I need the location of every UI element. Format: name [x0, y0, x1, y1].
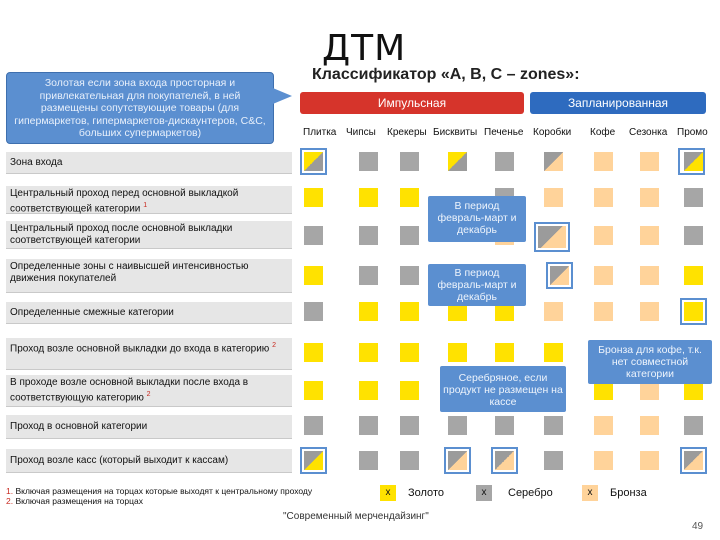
zone-cell: [400, 188, 419, 207]
column-header: Бисквиты: [433, 127, 478, 138]
footnote-marker: 1: [143, 201, 148, 209]
zone-cell: [359, 302, 378, 321]
zone-cell: [594, 302, 613, 321]
row-label: [6, 152, 292, 174]
footnote-2: [6, 496, 312, 506]
note-feb-mar-dec: В период февраль-март и декабрь: [428, 196, 526, 242]
zone-cell: [359, 266, 378, 285]
zone-cell: [400, 381, 419, 400]
row-label: [6, 221, 292, 249]
zone-cell: [684, 416, 703, 435]
zone-cell: [304, 302, 323, 321]
zone-cell: [640, 152, 659, 171]
zone-cell: [448, 343, 467, 362]
zone-cell: [544, 302, 563, 321]
zone-cell: [304, 266, 323, 285]
zone-cell: [304, 381, 323, 400]
zone-cell: [594, 416, 613, 435]
column-header: Крекеры: [387, 127, 427, 138]
zone-cell: [400, 343, 419, 362]
row-label-text: Проход возле касс (который выходит к кассам): [10, 455, 229, 466]
highlight-frame: [491, 447, 518, 474]
zone-cell: [359, 152, 378, 171]
zone-cell: [640, 416, 659, 435]
legend-label-gold: Золото: [408, 487, 444, 499]
group-header-planned: Запланированная: [530, 92, 706, 114]
column-header: Сезонка: [629, 127, 668, 138]
column-header: Чипсы: [346, 127, 376, 138]
highlight-frame: [534, 222, 570, 252]
row-label-text: Проход в основной категории: [10, 421, 148, 432]
legend-swatch-gold: x: [380, 485, 396, 501]
zone-cell: [359, 188, 378, 207]
zone-cell: [640, 226, 659, 245]
column-header: Кофе: [590, 127, 616, 138]
zone-cell: [400, 451, 419, 470]
zone-cell: [640, 451, 659, 470]
row-label: [6, 259, 292, 293]
footnote-marker: 2: [272, 342, 276, 349]
footnote-text: Включая размещения на торцах: [15, 496, 143, 506]
row-label: [6, 186, 292, 214]
zone-cell: [304, 188, 323, 207]
legend-label-silver: Серебро: [508, 487, 553, 499]
footnote-text: Включая размещения на торцах которые выходят к центральному проходу: [15, 486, 313, 496]
zone-cell: [594, 188, 613, 207]
zone-cell: [495, 343, 514, 362]
row-label: [6, 338, 292, 370]
row-label: [6, 302, 292, 324]
footnote-number: 1.: [6, 486, 14, 496]
zone-cell: [640, 302, 659, 321]
group-header-impulse: Импульсная: [300, 92, 524, 114]
zone-cell: [304, 416, 323, 435]
row-label-text: Центральный проход после основной выкладки соответствующей категории: [10, 223, 233, 246]
zone-cell: [400, 226, 419, 245]
highlight-frame: [680, 447, 707, 474]
highlight-frame: [546, 262, 573, 289]
zone-cell: [304, 226, 323, 245]
column-header: Плитка: [303, 127, 337, 138]
row-label-text: Определенные зоны с наивысшей интенсивностью движения покупателей: [10, 261, 249, 284]
legend-swatch-bronze: x: [582, 485, 598, 501]
row-label-text: Зона входа: [10, 157, 63, 168]
column-header: Промо: [677, 127, 708, 138]
zone-cell: [448, 152, 467, 171]
note-silver: Серебряное, если продукт не размещен на кассе: [440, 366, 566, 412]
zone-cell: [400, 302, 419, 321]
zone-cell: [594, 266, 613, 285]
zone-cell: [684, 188, 703, 207]
zone-cell: [495, 152, 514, 171]
legend-label-bronze: Бронза: [610, 487, 647, 499]
callout-box: Золотая если зона входа просторная и привлекательная для покупателей, в ней размещены сопутствующие товары (для гипермаркетов, гипермаркетов-дискаунтеров, C&C, больших супермаркетов): [6, 72, 274, 144]
note-feb-mar-dec: В период февраль-март и декабрь: [428, 264, 526, 306]
page-subtitle: Классификатор «А, В, С – zones»:: [312, 66, 580, 83]
callout-pointer: [268, 86, 292, 106]
zone-cell: [684, 226, 703, 245]
footnotes: [6, 486, 312, 506]
page-number: 49: [692, 521, 704, 532]
highlight-frame: [680, 298, 707, 325]
zone-cell: [400, 152, 419, 171]
zone-cell: [684, 266, 703, 285]
zone-cell: [400, 416, 419, 435]
row-label: [6, 449, 292, 473]
zone-cell: [594, 226, 613, 245]
row-label: [6, 375, 292, 407]
zone-cell: [359, 343, 378, 362]
zone-cell: [544, 188, 563, 207]
column-header: Коробки: [533, 127, 572, 138]
zone-cell: [594, 451, 613, 470]
footnote-number: 2.: [6, 496, 14, 506]
page-title: ДТМ: [322, 28, 407, 69]
note-bronze: Бронза для кофе, т.к. нет совместной категории: [588, 340, 712, 384]
row-label-text: Определенные смежные категории: [10, 307, 174, 318]
zone-cell: [544, 343, 563, 362]
zone-cell: [304, 343, 323, 362]
zone-cell: [495, 416, 514, 435]
zone-cell: [544, 152, 563, 171]
zone-cell: [400, 266, 419, 285]
source-caption: "Современный мерчендайзинг": [283, 511, 429, 522]
zone-cell: [544, 451, 563, 470]
zone-cell: [359, 226, 378, 245]
highlight-frame: [300, 148, 327, 175]
footnote-marker: 2: [146, 390, 151, 398]
zone-cell: [544, 416, 563, 435]
legend-swatch-silver: x: [476, 485, 492, 501]
column-header: Печенье: [484, 127, 524, 138]
zone-cell: [359, 381, 378, 400]
zone-cell: [448, 416, 467, 435]
footnote-1: [6, 486, 312, 496]
zone-cell: [359, 451, 378, 470]
zone-cell: [359, 416, 378, 435]
row-label-text: Центральный проход перед основной выкладкой соответствующей категории: [10, 188, 239, 214]
row-label: [6, 415, 292, 439]
zone-cell: [640, 266, 659, 285]
row-label-text: Проход возле основной выкладки до входа в категорию: [10, 343, 270, 355]
highlight-frame: [300, 447, 327, 474]
row-label-text: В проходе возле основной выкладки после входа в соответствующую категорию: [10, 377, 249, 403]
highlight-frame: [678, 148, 705, 175]
zone-cell: [594, 152, 613, 171]
zone-cell: [640, 188, 659, 207]
highlight-frame: [444, 447, 471, 474]
